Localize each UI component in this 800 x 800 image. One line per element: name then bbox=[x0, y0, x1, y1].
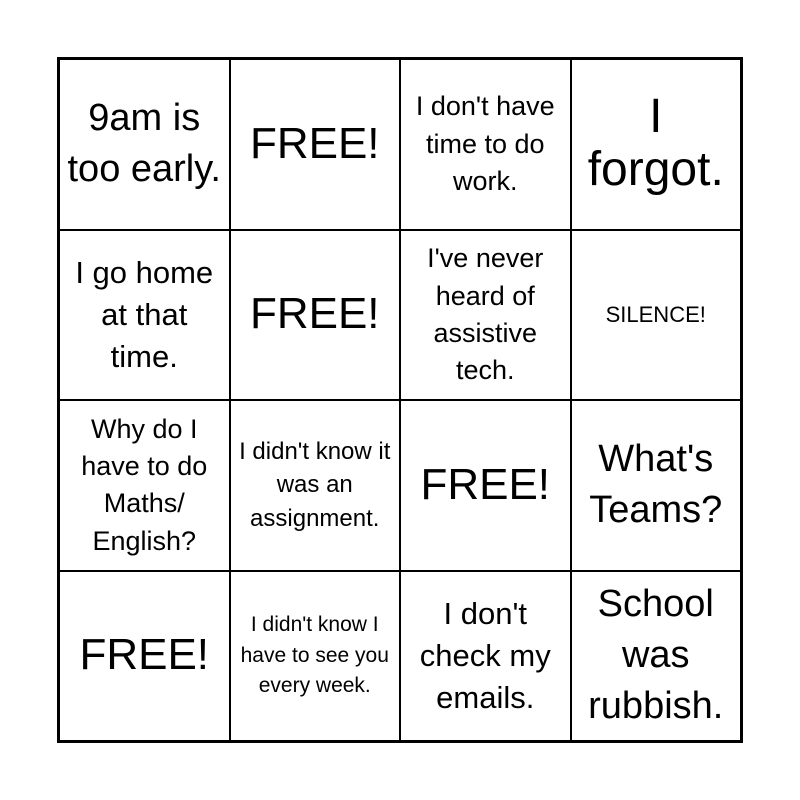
cell-text: FREE! bbox=[79, 630, 210, 680]
bingo-cell[interactable] bbox=[59, 400, 230, 571]
cell-text: FREE! bbox=[249, 118, 380, 168]
free-cell[interactable] bbox=[400, 400, 571, 571]
cell-text: I forgot. bbox=[587, 90, 724, 197]
cell-text: 9am is too early. bbox=[67, 96, 221, 191]
free-cell[interactable] bbox=[59, 571, 230, 742]
bingo-cell[interactable] bbox=[400, 59, 571, 230]
cell-text: Why do I have to do Maths/ English? bbox=[81, 413, 208, 556]
bingo-cell[interactable] bbox=[400, 230, 571, 401]
bingo-cell[interactable] bbox=[571, 571, 742, 742]
bingo-cell[interactable] bbox=[230, 571, 401, 742]
bingo-cell[interactable] bbox=[571, 230, 742, 401]
cell-text: SILENCE! bbox=[605, 301, 706, 327]
cell-text: FREE! bbox=[420, 459, 551, 509]
free-cell[interactable] bbox=[230, 230, 401, 401]
bingo-cell[interactable] bbox=[571, 400, 742, 571]
bingo-cell[interactable] bbox=[230, 400, 401, 571]
bingo-cell[interactable] bbox=[59, 230, 230, 401]
cell-text: I've never heard of assistive tech. bbox=[427, 243, 544, 385]
bingo-board bbox=[57, 57, 743, 743]
cell-text: I don't have time to do work. bbox=[415, 91, 555, 196]
cell-text: I didn't know it was an assignment. bbox=[239, 437, 391, 533]
cell-text: I don't check my emails. bbox=[419, 595, 551, 715]
free-cell[interactable] bbox=[230, 59, 401, 230]
cell-text: What's Teams? bbox=[589, 437, 723, 532]
bingo-cell[interactable] bbox=[59, 59, 230, 230]
cell-text: School was rubbish. bbox=[588, 582, 724, 728]
cell-text: FREE! bbox=[249, 289, 380, 339]
cell-text: I go home at that time. bbox=[75, 254, 214, 374]
cell-text: I didn't know I have to see you every week. bbox=[240, 613, 389, 697]
bingo-cell[interactable] bbox=[571, 59, 742, 230]
bingo-cell[interactable] bbox=[400, 571, 571, 742]
